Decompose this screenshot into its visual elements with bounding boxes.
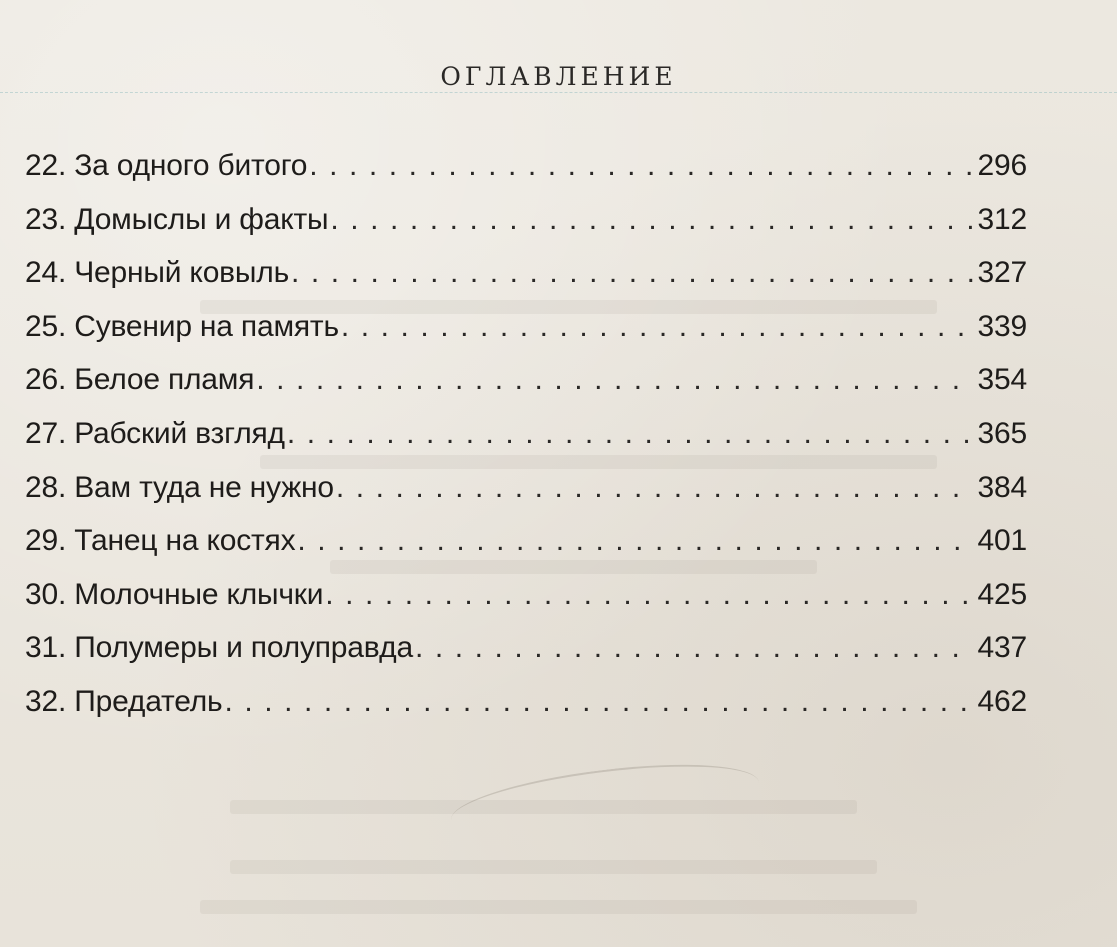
toc-entry xyxy=(25,521,1027,575)
dot-leader xyxy=(224,682,973,722)
chapter-title: 30. Молочные клычки xyxy=(25,577,324,611)
toc-entry xyxy=(25,200,1027,254)
dot-leader xyxy=(330,200,973,240)
chapter-title: 31. Полумеры и полуправда xyxy=(25,631,413,665)
chapter-title: 23. Домыслы и факты xyxy=(25,202,329,236)
toc-entry xyxy=(25,360,1027,414)
page-number: 437 xyxy=(977,631,1027,665)
dot-leader xyxy=(287,414,974,454)
chapter-title: 24. Черный ковыль xyxy=(25,256,290,290)
page-number: 296 xyxy=(977,149,1027,182)
page-number: 365 xyxy=(977,416,1027,450)
page-number: 462 xyxy=(977,684,1027,718)
dot-leader xyxy=(325,575,973,615)
dot-leader xyxy=(291,253,974,293)
page-number: 354 xyxy=(977,363,1027,397)
table-of-contents xyxy=(25,146,1027,736)
toc-entry xyxy=(25,414,1027,468)
page-title: ОГЛАВЛЕНИЕ xyxy=(440,62,677,91)
chapter-title: 22. За одного битого xyxy=(25,149,308,182)
bleed-through-text xyxy=(200,900,917,914)
page-top-rule xyxy=(0,92,1117,93)
toc-entry xyxy=(25,628,1027,682)
toc-entry xyxy=(25,253,1027,307)
chapter-title: 28. Вам туда не нужно xyxy=(25,470,334,504)
page-number: 339 xyxy=(977,309,1027,343)
chapter-title: 26. Белое пламя xyxy=(25,363,255,397)
toc-entry xyxy=(25,468,1027,522)
chapter-title: 25. Сувенир на память xyxy=(25,309,339,343)
toc-entry xyxy=(25,307,1027,361)
chapter-title: 32. Предатель xyxy=(25,684,223,718)
page-number: 401 xyxy=(977,524,1027,558)
toc-entry xyxy=(25,146,1027,200)
pencil-stroke xyxy=(447,751,762,850)
chapter-title: 29. Танец на костях xyxy=(25,524,296,558)
toc-entry xyxy=(25,575,1027,629)
chapter-title: 27. Рабский взгляд xyxy=(25,416,285,450)
page-number: 327 xyxy=(977,256,1027,290)
page-number: 425 xyxy=(977,577,1027,611)
page-number: 312 xyxy=(977,202,1027,236)
dot-leader xyxy=(256,360,973,400)
dot-leader xyxy=(341,307,974,347)
bleed-through-text xyxy=(230,860,877,874)
toc-entry xyxy=(25,682,1027,736)
dot-leader xyxy=(336,468,974,508)
dot-leader xyxy=(297,521,973,561)
dot-leader xyxy=(415,628,974,668)
dot-leader xyxy=(309,146,973,186)
page-number: 384 xyxy=(977,470,1027,504)
